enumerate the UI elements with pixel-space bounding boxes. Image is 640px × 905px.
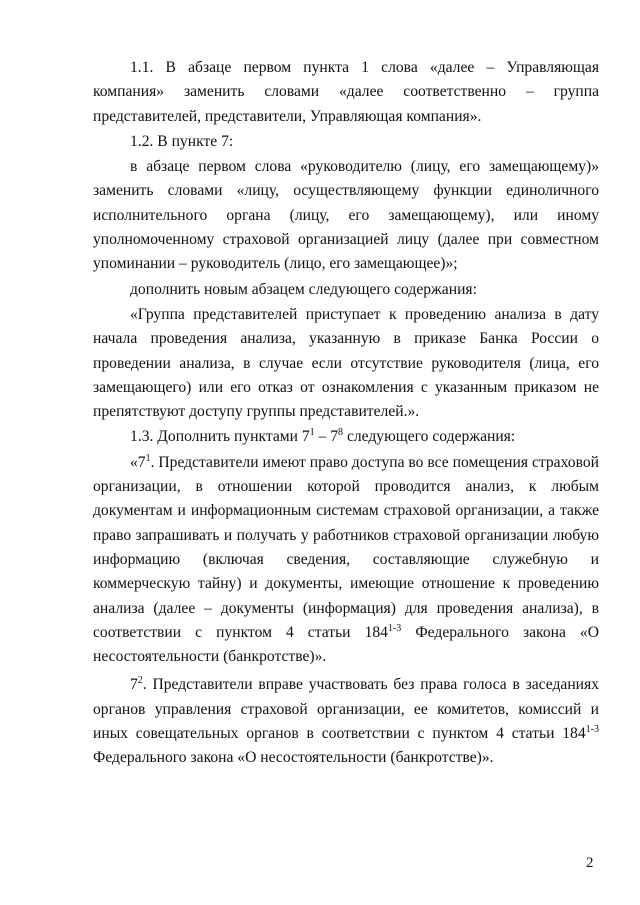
superscript: 1 (309, 427, 315, 439)
text-fragment: следующего содержания: (343, 428, 516, 446)
text-fragment: Федерального закона «О несостоятельности (банкротстве)». (93, 749, 494, 767)
superscript: 1 (145, 452, 151, 464)
paragraph-1-2: 1.2. В пункте 7: (130, 132, 234, 150)
paragraph-1-3 (93, 425, 599, 449)
superscript: 8 (338, 427, 344, 439)
paragraph-clause-7-first: в абзаце первом слова «руководителю (лицу, его замещающему)» заменить словами «лицу, осуществляющему функции единоличного исполнительного органа (лицу, его замещающему), или иному уполномоченному страховой организацией лицу (далее при совместном упоминании – руководитель (лицо, его замещающее)»; (93, 158, 599, 273)
text-fragment: 7 (130, 676, 138, 694)
text-fragment: . Представители имеют право доступа во все помещения страховой организации, в отношении которой проводится анализ, к любым документам и информационным системам страховой организации, а также право запрашивать и получать у работников страховой организации любую информацию (включая сведения, составляющие служебную и коммерческую тайну) и документы, имеющие отношение к проведению анализа (далее – документы (информация) для проведения анализа), в соответствии с пунктом 4 статьи 184 (93, 453, 599, 641)
text-fragment: . Представители вправе участвовать без права голоса в заседаниях органов управления страховой организации, ее комитетов, комиссий и иных совещательных органов в соответствии с пунктом 4 статьи 184 (93, 676, 599, 743)
paragraph-add-new: дополнить новым абзацем следующего содержания: (130, 280, 477, 298)
paragraph-quoted-group: «Группа представителей приступает к проведению анализа в дату начала проведения анализа, указанную в приказе Банка России о проведении анализа, в случае если отсутствие руководителя (лица, его замещающего) или его отказ от ознакомления с указанным приказом не препятствуют доступу группы представителей.». (93, 305, 599, 421)
superscript: 2 (137, 675, 143, 687)
text-fragment: – 7 (314, 428, 339, 446)
superscript: 1-3 (585, 724, 599, 736)
page-number: 2 (586, 855, 594, 871)
paragraph-7-2 (93, 673, 599, 770)
paragraph-1-1: 1.1. В абзаце первом пункта 1 слова «далее – Управляющая компания» заменить словами «далее соответственно – группа представителей, представители, Управляющая компания». (93, 59, 599, 125)
text-fragment: «7 (130, 453, 146, 471)
paragraph-7-1 (93, 451, 599, 670)
text-fragment: 1.3. Дополнить пунктами 7 (130, 428, 310, 446)
document-body (93, 56, 599, 771)
text-fragment: Федерального закона «О несостоятельности (банкротстве)». (93, 623, 599, 666)
superscript: 1-3 (387, 622, 402, 634)
